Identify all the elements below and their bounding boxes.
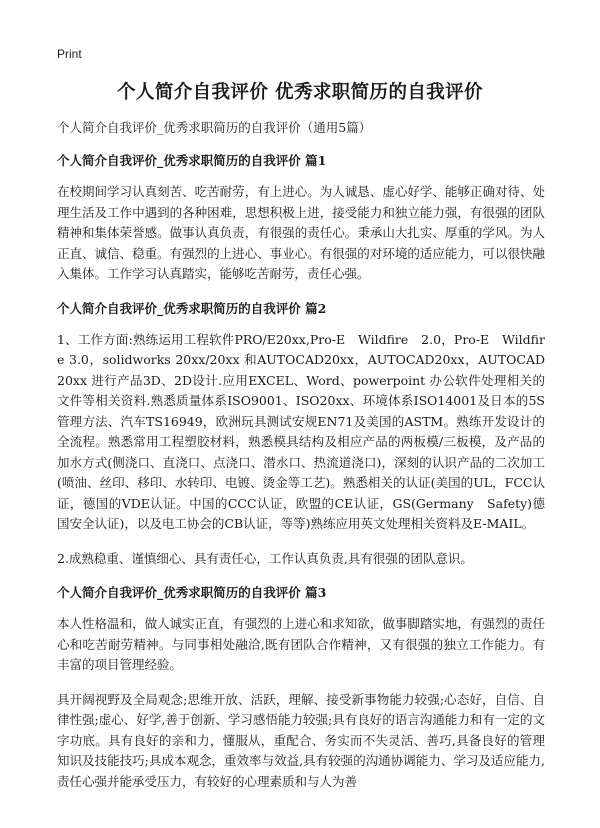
section-paragraph: 在校期间学习认真刻苦、吃苦耐劳，有上进心。为人诚恳、虚心好学、能够正确对待、处理生活及工作中遇到的各种困难，思想积极上进，接受能力和独立能力强，有很强的团队精神和集体荣誉感。做事认真负责，有很强的责任心。秉承山大扎实、厚重的学风。为人正直、诚信、稳重。有强烈的上进心、事业心。有很强的对环境的适应能力，可以很快融入集体。工作学习认真踏实，能够吃苦耐劳，责任心强。 bbox=[57, 184, 545, 281]
section-3 bbox=[57, 583, 545, 792]
section-2 bbox=[57, 299, 545, 570]
section-paragraph: 具开阔视野及全局观念;思维开放、活跃，理解、接受新事物能力较强;心态好，自信、自律性强;虚心、好学,善于创新、学习感悟能力较强;具有良好的语言沟通能力和有一定的文字功底。具有良好的亲和力，懂服从，重配合、务实而不失灵活、善巧,具备良好的管理知识及技能技巧;具成本观念，重效率与效益,具有较强的沟通协调能力、学习及适应能力,责任心强并能承受压力，有较好的心理素质和与人为善 bbox=[57, 691, 545, 789]
print-link[interactable]: Print bbox=[57, 47, 82, 61]
document-subtitle: 个人简介自我评价_优秀求职简历的自我评价（通用5篇） bbox=[57, 120, 372, 135]
section-1 bbox=[57, 151, 545, 285]
section-heading: 个人简介自我评价_优秀求职简历的自我评价 篇1 bbox=[57, 153, 327, 168]
section-paragraph: 本人性格温和，做人诚实正直，有强烈的上进心和求知欲，做事脚踏实地，有强烈的责任心和吃苦耐劳精神。与同事相处融洽,既有团队合作精神，又有很强的独立工作能力。有丰富的项目管理经验。 bbox=[57, 616, 545, 672]
document-body bbox=[57, 118, 545, 806]
section-heading: 个人简介自我评价_优秀求职简历的自我评价 篇2 bbox=[57, 300, 327, 316]
section-paragraph: 1、工作方面:熟练运用工程软件PRO/E20xx,Pro-E Wildfire 2.0，Pro-E Wildfire 3.0，solidworks 20xx/20xx 和AUTOCAD20xx，AUTOCAD20xx，AUTOCAD20xx 进行产品3D、2D设计.应用EXCEL、Word、powerpoint 办公软件处理相关的文件等相关资料.熟悉质量体系ISO9001、ISO20xx、环境体系ISO14001及日本的5S管理方法、汽车TS16949，欧洲玩具测试安规EN71及美国的ASTM。熟练开发设计的全流程。熟悉常用工程塑胶材料，熟悉模具结构及相应产品的两板模/三板模，及产品的加水方式(侧浇口、直浇口、点浇口、潜水口、热流道浇口)，深刻的认识产品的二次加工(喷油、丝印、移印、水转印、电镀、烫金等工艺)。熟悉相关的认证(美国的UL，FCC认证，德国的VDE认证。中国的CCC认证，欧盟的CE认证，GS(Germany Safety)德国安全认证)，以及电工协会的CB认证，等等)熟练应用英文处理相关资料及E-MAIL。 bbox=[57, 331, 545, 531]
section-paragraph: 2.成熟稳重、谨慎细心、具有责任心，工作认真负责,具有很强的团队意识。 bbox=[57, 550, 473, 566]
section-heading: 个人简介自我评价_优秀求职简历的自我评价 篇3 bbox=[57, 585, 327, 600]
page-title: 个人简介自我评价 优秀求职简历的自我评价 bbox=[117, 82, 483, 103]
